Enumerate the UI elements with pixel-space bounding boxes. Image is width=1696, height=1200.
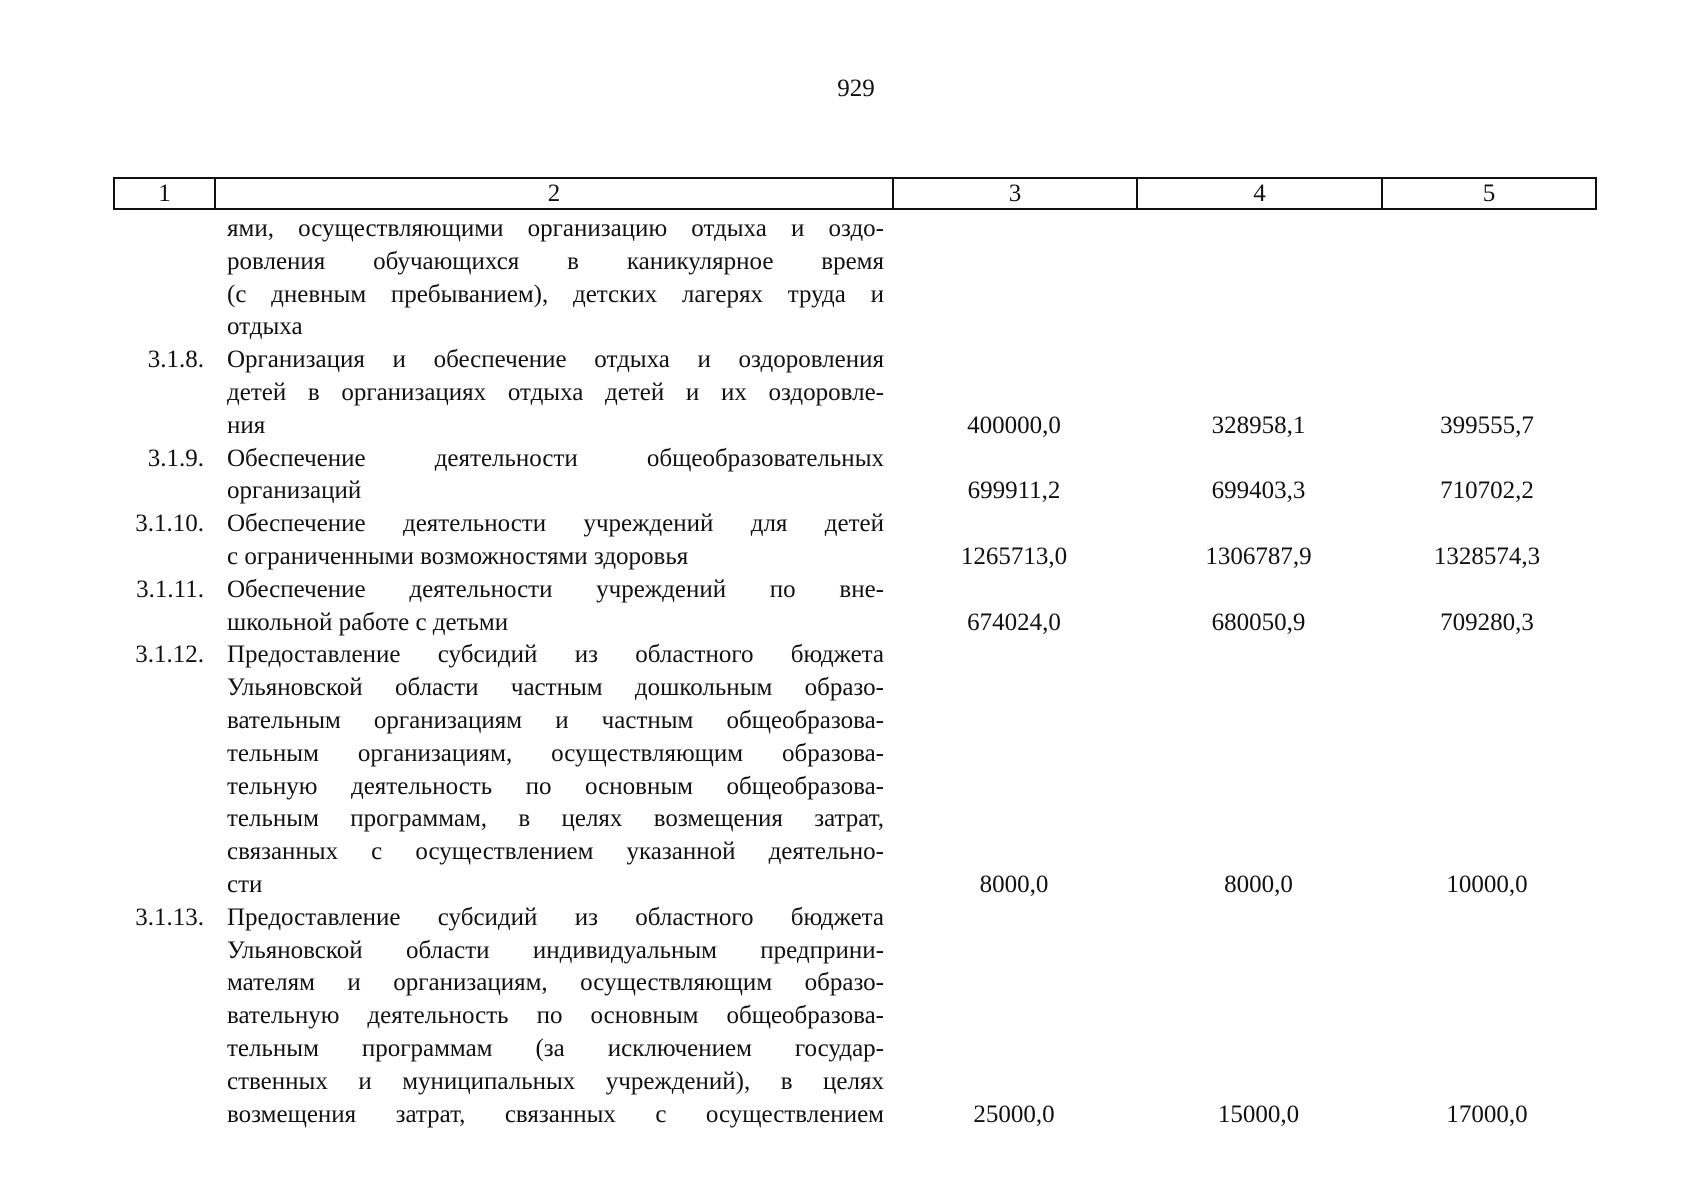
description-line: ния: [227, 411, 266, 439]
description-line: вательную деятельность по основным общеобразова-: [227, 1002, 884, 1030]
row-number: 3.1.11.: [136, 575, 204, 603]
value-col-4: 699403,3: [1211, 477, 1306, 505]
column-header-2: 2: [216, 179, 894, 208]
value-col-3: 674024,0: [967, 608, 1061, 636]
description-line: Обеспечение деятельности общеобразовательных: [227, 444, 884, 472]
value-col-4: 8000,0: [1224, 870, 1293, 898]
description-line: тельным организациям, осуществляющим образова-: [227, 739, 884, 767]
description-line: отдыха: [227, 313, 303, 341]
value-col-3: 1265713,0: [960, 542, 1068, 570]
description-line: Обеспечение деятельности учреждений для детей: [227, 510, 884, 538]
description-line: Ульяновской области индивидуальным предприни-: [227, 936, 884, 964]
row-number: 3.1.12.: [135, 641, 204, 669]
description-line: ственных и муниципальных учреждений), в целях: [227, 1067, 884, 1095]
description-line: Обеспечение деятельности учреждений по вне-: [227, 575, 884, 603]
table-row: [113, 574, 1597, 640]
table-body: [113, 213, 1597, 1131]
row-description: [214, 574, 892, 640]
description-line: организаций: [227, 477, 362, 505]
description-line: Предоставление субсидий из областного бюджета: [227, 903, 884, 931]
value-col-4: 1306787,9: [1205, 542, 1312, 570]
column-header-4: 4: [1138, 179, 1383, 208]
column-header-5: 5: [1482, 180, 1496, 207]
value-col-5: 710702,2: [1440, 477, 1534, 505]
row-description: [214, 443, 892, 509]
value-col-3: 8000,0: [979, 870, 1049, 898]
value-col-5: 17000,0: [1446, 1100, 1528, 1128]
page-number: 929: [837, 75, 875, 102]
column-header-1: 1: [115, 179, 216, 208]
description-line: школьной работе с детьми: [227, 608, 509, 636]
description-line: ровления обучающихся в каникулярное время: [227, 247, 884, 275]
table-row: [113, 902, 1597, 1132]
value-col-3: 699911,2: [967, 477, 1061, 505]
table-row: [113, 213, 1597, 344]
description-line: детей в организациях отдыха детей и их оздоровле-: [227, 378, 884, 406]
description-line: сти: [227, 870, 263, 898]
description-line: мателям и организациям, осуществляющим образо-: [227, 969, 884, 997]
table-row: [113, 344, 1597, 442]
row-description: [214, 213, 892, 344]
description-line: Предоставление субсидий из областного бюджета: [227, 641, 884, 669]
description-line: тельным программам (за исключением государ-: [227, 1034, 884, 1062]
row-description: [214, 344, 892, 442]
description-line: тельную деятельность по основным общеобразова-: [227, 772, 884, 800]
row-number: 3.1.9.: [147, 444, 204, 472]
value-col-4: 15000,0: [1217, 1100, 1300, 1128]
value-col-5: 709280,3: [1440, 608, 1534, 636]
value-col-3: 400000,0: [967, 411, 1061, 439]
table-row: [113, 443, 1597, 509]
row-description: [214, 508, 892, 574]
description-line: возмещения затрат, связанных с осуществлением: [227, 1100, 884, 1128]
value-col-3: 25000,0: [973, 1100, 1055, 1128]
row-number: 3.1.8.: [147, 346, 204, 374]
table-row: [113, 508, 1597, 574]
description-line: связанных с осуществлением указанной деятельно-: [227, 838, 884, 866]
value-col-5: 399555,7: [1440, 411, 1534, 439]
description-line: вательным организациям и частным общеобразова-: [227, 706, 884, 734]
description-line: с ограниченными возможностями здоровья: [227, 542, 689, 570]
row-description: [214, 639, 892, 901]
table-row: [113, 639, 1597, 901]
description-line: Ульяновской области частным дошкольным образо-: [227, 674, 884, 702]
row-number: 3.1.13.: [135, 903, 204, 931]
value-col-4: 328958,1: [1211, 411, 1306, 439]
description-line: тельным программам, в целях возмещения затрат,: [227, 805, 884, 833]
value-col-5: 1328574,3: [1433, 542, 1541, 570]
description-line: ями, осуществляющими организацию отдыха и оздо-: [227, 215, 884, 242]
description-line: Организация и обеспечение отдыха и оздоровления: [227, 346, 884, 374]
description-line: (с дневным пребыванием), детских лагерях труда и: [227, 280, 884, 308]
row-number: 3.1.10.: [135, 510, 204, 538]
column-header-3: 3: [894, 179, 1138, 208]
row-description: [214, 902, 892, 1132]
value-col-5: 10000,0: [1446, 870, 1528, 898]
value-col-4: 680050,9: [1211, 608, 1306, 636]
table-header-row: [113, 177, 1597, 210]
